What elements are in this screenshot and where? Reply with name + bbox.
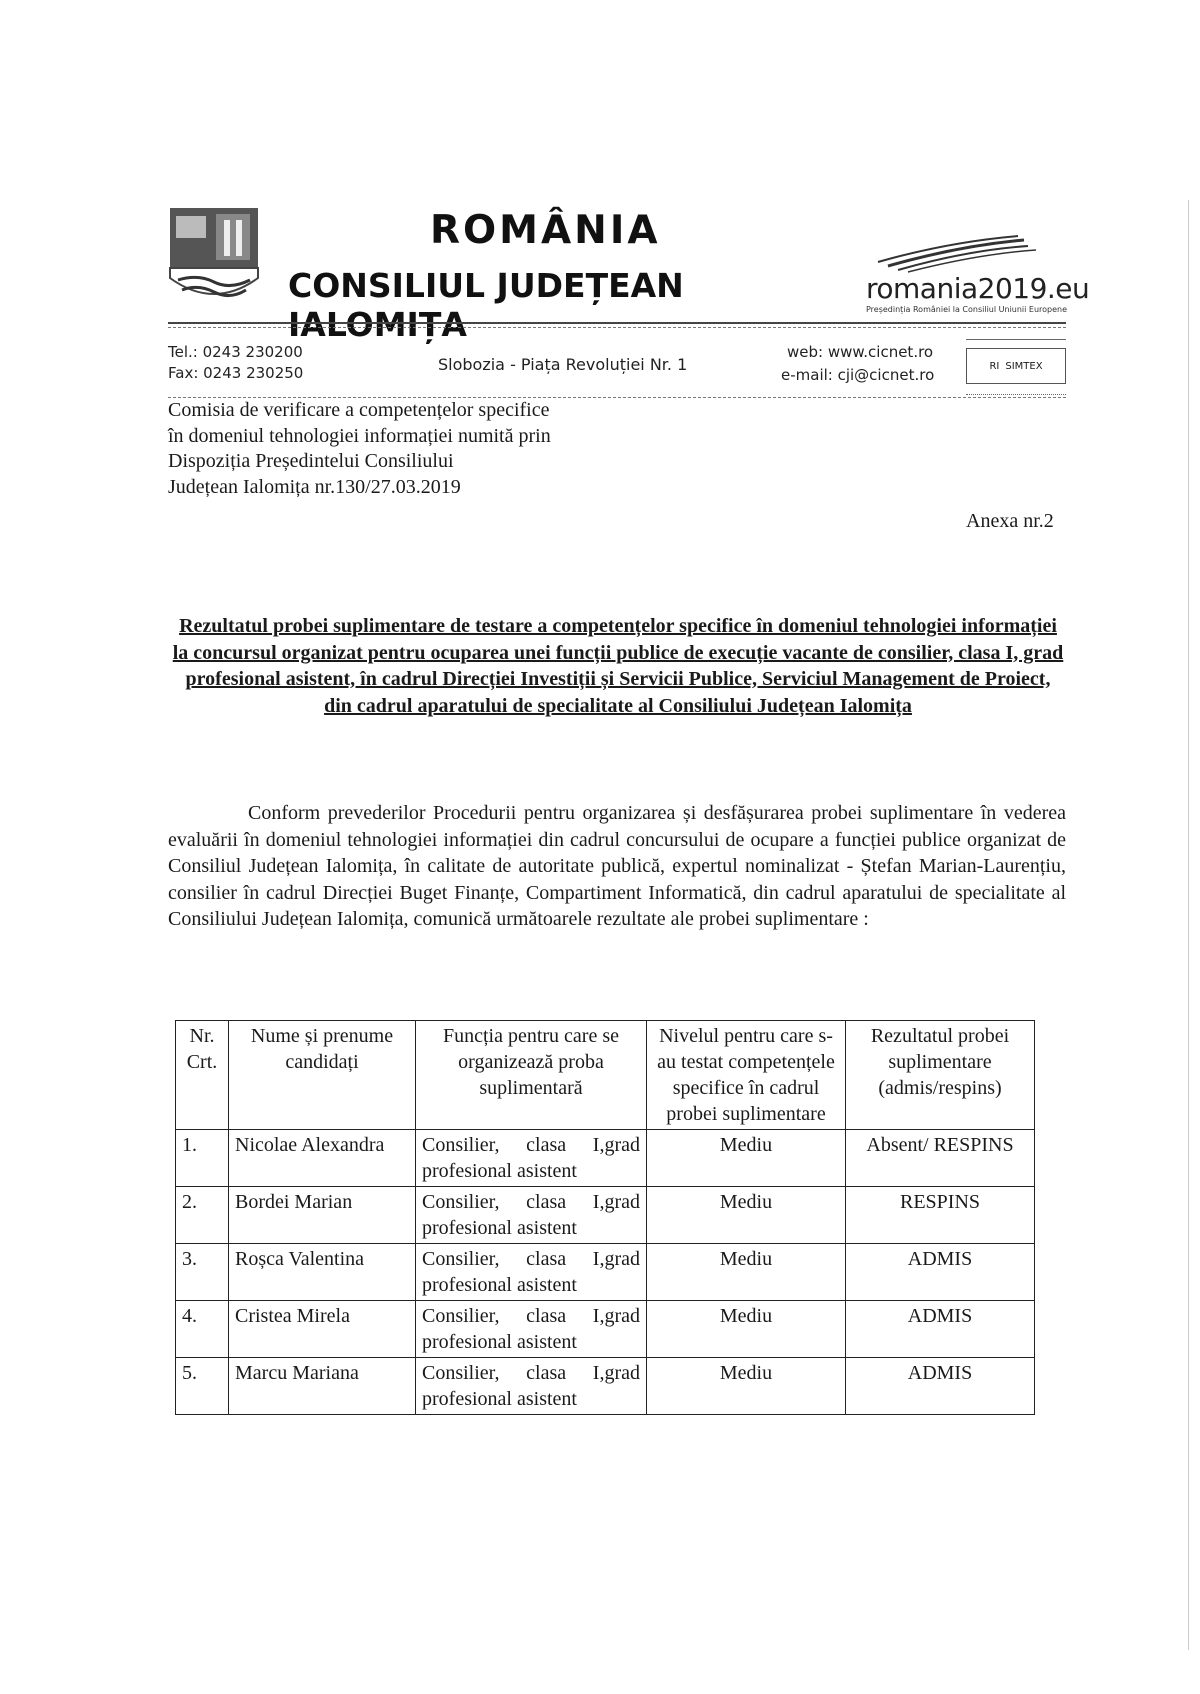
cell-name: Marcu Mariana <box>229 1358 416 1415</box>
cell-function <box>416 1358 647 1415</box>
certification-bottom-rule <box>966 386 1066 395</box>
cell-function <box>416 1187 647 1244</box>
header-rule <box>168 322 1066 324</box>
presidency-logo-text: romania2019.eu <box>866 272 1090 305</box>
commission-line: Dispoziția Președintelui Consiliului <box>168 450 454 472</box>
cell-nr: 4. <box>176 1301 229 1358</box>
commission-line: Comisia de verificare a competențelor specifice <box>168 399 550 421</box>
certification-badge-logo <box>966 348 1066 384</box>
cell-nr: 1. <box>176 1130 229 1187</box>
header-name: Nume și prenume candidați <box>229 1021 416 1130</box>
header-country: ROMÂNIA <box>430 208 661 253</box>
contact-web: web: www.cicnet.ro <box>787 343 934 361</box>
table-header-row <box>176 1021 1035 1130</box>
cell-level: Mediu <box>647 1244 846 1301</box>
annex-label: Anexa nr.2 <box>966 510 1054 532</box>
county-coat-of-arms-logo <box>168 206 260 310</box>
cell-result: RESPINS <box>846 1187 1035 1244</box>
body-paragraph: Conform prevederilor Procedurii pentru organizarea și desfășurarea probei suplimentare în vederea evaluării în domeniul tehnologiei informației din cadrul concursului de ocupare a funcției publice organizat de Consiliul Județean Ialomița, în calitate de autoritate publică, expertul nominalizat - Ștefan Marian-Laurențiu, consilier în cadrul Direcției Buget Finanțe, Compartiment Informatică, din cadrul aparatului de specialitate al Consiliului Județean Ialomița, comunică următoarele rezultate ale probei suplimentare : <box>168 802 1066 930</box>
commission-line: Județean Ialomița nr.130/27.03.2019 <box>168 475 461 498</box>
function-line-1: Consilier, clasa I,grad <box>422 1248 640 1270</box>
table-row <box>176 1358 1035 1415</box>
function-line-1: Consilier, clasa I,grad <box>422 1191 640 1213</box>
header-council-name: CONSILIUL JUDEȚEAN IALOMIȚA <box>288 266 684 344</box>
contact-fax: Fax: 0243 230250 <box>168 364 304 382</box>
header-result: Rezultatul probei suplimentare (admis/respins) <box>846 1021 1035 1130</box>
results-table <box>175 1020 1035 1415</box>
function-line-1: Consilier, clasa I,grad <box>422 1362 640 1384</box>
table-row <box>176 1301 1035 1358</box>
function-line-1: Consilier, clasa I,grad <box>422 1134 640 1156</box>
cell-level: Mediu <box>647 1187 846 1244</box>
function-line-2: profesional asistent <box>422 1217 577 1239</box>
function-line-2: profesional asistent <box>422 1388 577 1410</box>
function-line-1: Consilier, clasa I,grad <box>422 1305 640 1327</box>
header-rule-dashed <box>168 327 1066 328</box>
cell-level: Mediu <box>647 1358 846 1415</box>
cell-name: Bordei Marian <box>229 1187 416 1244</box>
cell-name: Roșca Valentina <box>229 1244 416 1301</box>
cell-result: ADMIS <box>846 1358 1035 1415</box>
commission-line: în domeniul tehnologiei informației numită prin <box>168 424 551 447</box>
scan-edge-mark <box>1188 200 1189 1650</box>
contact-phone: Tel.: 0243 230200 <box>168 343 303 361</box>
certification-top-rule <box>966 339 1066 346</box>
table-row <box>176 1130 1035 1187</box>
function-line-2: profesional asistent <box>422 1274 577 1296</box>
contact-email: e-mail: cji@cicnet.ro <box>781 366 935 384</box>
presidency-logo-subtitle: Președinția României la Consiliul Uniunii Europene <box>866 305 1068 314</box>
cell-function <box>416 1301 647 1358</box>
cell-nr: 2. <box>176 1187 229 1244</box>
cell-name: Cristea Mirela <box>229 1301 416 1358</box>
header-level: Nivelul pentru care s-au testat competențele specifice în cadrul probei suplimentare <box>647 1021 846 1130</box>
header-nr: Nr. Crt. <box>176 1021 229 1130</box>
cell-result: ADMIS <box>846 1244 1035 1301</box>
cell-result: ADMIS <box>846 1301 1035 1358</box>
cell-function <box>416 1244 647 1301</box>
contact-address: Slobozia - Piața Revoluției Nr. 1 <box>438 355 688 374</box>
cert-left-text: RI <box>989 360 1000 372</box>
commission-block <box>168 398 628 500</box>
header-function: Funcția pentru care se organizează proba suplimentară <box>416 1021 647 1130</box>
cell-level: Mediu <box>647 1130 846 1187</box>
function-line-2: profesional asistent <box>422 1331 577 1353</box>
function-line-2: profesional asistent <box>422 1160 577 1182</box>
cell-nr: 3. <box>176 1244 229 1301</box>
cell-level: Mediu <box>647 1301 846 1358</box>
table-row <box>176 1244 1035 1301</box>
cell-function <box>416 1130 647 1187</box>
cert-right-text: SIMTEX <box>1005 360 1043 372</box>
cell-nr: 5. <box>176 1358 229 1415</box>
document-title: Rezultatul probei suplimentare de testare a competențelor specifice în domeniul tehnologiei informației la concursul organizat pentru ocuparea unei funcții publice de execuție vacante de consilier, clasa I, grad profesional asistent, în cadrul Direcției Investiții și Servicii Publice, Serviciul Management de Proiect, din cadrul aparatului de specialitate al Consiliului Județean Ialomița <box>172 615 1064 717</box>
cell-name: Nicolae Alexandra <box>229 1130 416 1187</box>
cell-result: Absent/ RESPINS <box>846 1130 1035 1187</box>
table-row <box>176 1187 1035 1244</box>
